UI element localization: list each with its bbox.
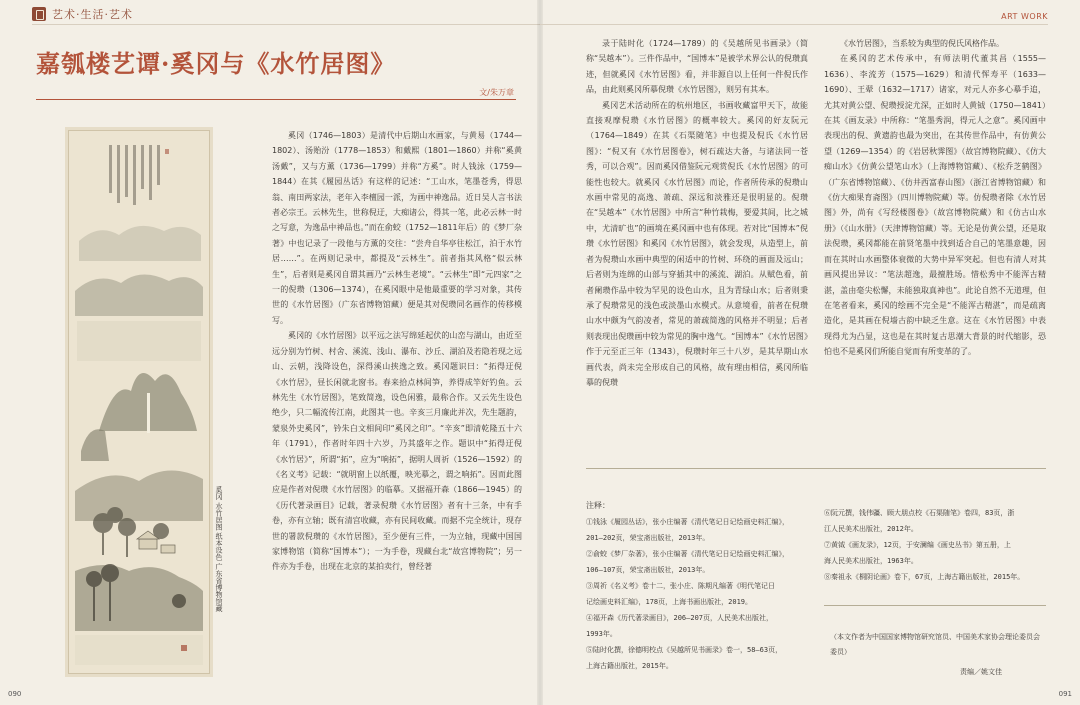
paragraph: 《水竹居图》，当系较为典型的倪氏风格作品。 [840,39,1004,48]
paragraph: 奚冈的《水竹居图》以平远之法写绵延起伏的山峦与湖山，由近至远分别为竹树、村舍、溪流、浅山、瀑布、沙丘、湖泊及若隐若现之远山、云朝，浅降设色，深得溪山挟逸之致。奚冈题识曰：“拓得迂倪《水竹居》，昼长闲就北窗书。春来拾点林间笋，养得成竿好钓鱼。云林先生《水竹居图》，笔致简逸，设色闲雅，最称合作。又云先生设色绝少，只二幅流传江南，此图其一也。辛亥三月廉此并次，先生题韵，蒙泉外史奚冈”，钤朱白文相间印“奚冈之印”。“辛亥”即清乾隆五十六年（1791），作者时年四十六岁，乃其盛年之作。题识中“拓得迂倪《水竹居》”，所谓“拓”，应为“响拓”，据明人周祈（1526—1592）的《名义考》记载：“就明窗上以纸覆，映光摹之，谓之响拓”。因而此图应是作者对倪瓒《水竹居图》的临摹。又据福开森（1866—1945）的《历代著录画目》记载，著录倪瓒《水竹居图》者有十三条，中有手卷，亦有立轴；既有清宫收藏，亦有民间收藏。而据不完全统计，现存世的署款倪瓒的《水竹居图》，至少便有三件，一为立轴，现藏中国国家博物馆（简称“国博本”）；一为手卷，现藏台北“故宫博物院”；另一件亦为手卷，出现在北京的某拍卖行，曾经著 [272,331,522,572]
paragraph: 录于陆时化（1724—1789）的《吴越所见书画录》（简称“吴越本”）。三件作品中，“国博本”是被学术界公认的倪瓒真迹，但就奚冈《水竹居图》看，并非源自以上任何一件倪氏作品，由此则奚冈所摹倪瓒《水竹居图》，则另有其本。 [586,39,808,95]
right-page [540,0,1080,705]
section-tag: ART WORK [1001,12,1048,21]
section-label: 艺术·生活·艺术 [52,8,133,21]
note-line: 记绘画史料汇编》，178页，上海书画出版社，2019。 [586,598,752,606]
page-number-left: 090 [8,690,22,698]
title-rule [36,99,516,100]
notes-column-a [586,514,808,684]
note-line: ④福开森《历代著录画目》，206—207页，人民美术出版社， [586,614,773,622]
note-line: ②俞蛟《梦厂杂著》，张小庄编著《清代笔记日记绘画史料汇编》， [586,550,789,558]
note-line: 江人民美术出版社，2012年。 [824,525,918,533]
note-line: 上海古籍出版社，2015年。 [586,662,673,670]
editor-credit: 责编／姚文佳 [960,668,1002,676]
note-line: ⑤陆时化撰，徐德明校点《吴越所见书画录》卷一，58—63页， [586,646,783,654]
body-column-3 [824,36,1046,426]
header-rule [32,24,540,25]
note-line: ⑧秦祖永《桐阴论画》卷下，67页，上海古籍出版社，2015年。 [824,573,1025,581]
landscape-painting [68,130,210,674]
notes-rule [586,468,1046,469]
article-title: 嘉瓠楼艺谭·奚冈与《水竹居图》 [36,49,396,78]
note-line: ⑥阮元撰，钱伟疆、顾大朋点校《石渠随笔》卷四，83页，浙 [824,509,1015,517]
paragraph: 在奚冈的艺术传承中，有师法明代董其昌（1555—1636）、李流芳（1575—1629）和清代恽寿平（1633—1690）、王翚（1632—1717）诸家，对元人亦多心摹手追，尤其对黄公望、倪瓒授淀尤深，正如时人黄钺（1750—1841）在其《画友录》中所称：“笔墨秀润，得元人之意”。奚冈画中表现出的倪、黄遗韵也最为突出，在其传世作品中，有仿黄公望（1269—1354）的《岩居秋霁图》（故宫博物院藏）、《仿大痴山水》《仿黄公望笔山水》（上海博物馆藏）、《松乔芝鹤图》（广东省博物馆藏）、《仿井西富春山图》（浙江省博物馆藏）和《仿大痴果育斋图》（四川博物院藏）等。仿倪瓒者除《水竹居图》外，尚有《写经楼图卷》（故宫博物院藏）和《仿古山水册》（《山水册》（天津博物馆藏）等。无论是仿黄公望，还是取法倪瓒，奚冈都能在前贤笔墨中找到适合自己的笔墨意趣，因而在其时山水画整体衰微的大势中异军突起。但也有清人对其画风提出异议：“笔法超逸，最擅胜场。惜松秀中不能浑古精湛，盖由毫尖松懈，未能独取真神也”。此论自然不无道理，但在笔者看来，奚冈的绘画不完全是“不能浑古精湛”，而是疏离造化，是其画在倪墙古韵中缺乏生意。这在《水竹居图》中表现得尤为凸显，这也是在其时复古思潮大背景的时代缩影，恐怕也不是奚冈们所能自觉而有所变革的了。 [824,54,1046,357]
note-line: ③周祈《名义考》卷十二，张小庄、陈期凡编著《明代笔记日 [586,582,775,590]
notes-rule [824,605,1046,606]
note-line: 海人民美术出版社，1963年。 [824,557,918,565]
note-line: 201—202页，荣宝斋出版社，2013年。 [586,534,710,542]
painting-caption: 奚冈 水竹居图 纸本设色 广东省博物馆藏 [215,486,223,612]
body-column-1 [272,128,522,676]
author-note: （本文作者为中国国家博物馆研究馆员、中国美术家协会理论委员会委员） [830,633,1040,656]
byline: 文/朱万章 [479,88,514,97]
header-rule [540,24,1048,25]
notes-label: 注释： [586,501,610,510]
book-logo-icon [32,7,46,21]
section-header [32,6,133,22]
page-number-right: 091 [1058,690,1072,698]
note-line: ⑦黄钺《画友录》，12页，于安澜编《画史丛书》第五册，上 [824,541,1011,549]
note-line: 1993年。 [586,630,617,638]
notes-column-b [824,505,1046,603]
note-line: 106—107页，荣宝斋出版社，2013年。 [586,566,710,574]
paragraph: 奚冈艺术活动所在的杭州地区，书画收藏富甲天下，故能直接观摩倪瓒《水竹居图》的概率较大。奚冈的好友阮元（1764—1849）在其《石渠随笔》中也提及倪氏《水竹居图》：“倪又有《水竹居图卷》，树石疏达大备，与诸法同一苍秀，可以合观”。因而奚冈借鉴阮元观赏倪氏《水竹居图》的可能性也较大。就奚冈《水竹居图》而论，作者所传承的倪瓒山水画中常见的高逸、萧疏、深远和淡雅还是很明显的。倪瓒在“吴越本”《水竹居图》中所言“种竹栽梅，要爱其间，比之城中，尤清旷也”的画境在奚冈画中也有体现。若对比“国博本”倪瓒《水竹居图》和奚冈《水竹居图》，就会发现，从造型上，前者为倪瓒山水画中典型的闲适中的竹树、环绕的画面及远山；后者则为连绵的山部与穿插其中的溪流、湖泊。从赋色看，前者阑瓒作品中较为罕见的设色山水，且为青绿山水；后者则秉承了倪瓒常见的浅色或淡墨山水模式。从意境看，前者在倪瓒山水中颇为气韵凌者，常见的萧疏简逸的风格并不明显；后者则表现出倪瓒画中较为常见的胸中逸气。“国博本”《水竹居图》作于元至正三年（1343），倪瓒时年三十八岁，是其早期山水画代表，尚未完全形成自己的风格，故有理由相信，奚冈所临摹的倪瓒 [586,100,808,387]
body-column-2 [586,36,808,456]
paragraph: 奚冈（1746—1803）是清代中后期山水画家，与黄易（1744—1802）、汤贻汾（1778—1853）和戴熙（1801—1860）并称“奚黄汤戴”，又与方薰（1736—1799）并称“方奚”。时人钱泳（1759—1844）在其《履园丛话》有这样的记述：“工山水，笔墨苍秀，得思翁、南田两家法，老年入李檀园一派，为画中神逸品。近日吴人言书法者必宗王。云林先生，世称倪迂，大痴诸公，得其一笔，此必云林一时之写意，为逸品中神品也。”而在俞蛟（1752—1811年后）的《梦厂杂著》中也记录了一段他与方薰的交往：“尝舟自华亭往松江，泊于水竹居……”。在两则记录中，都提及“云林生”。前者指其风格“似云林生”，后者则是奚冈自谓其画乃“云林生老境”。“云林生”即“元四家”之一的倪瓒（1306—1374），在奚冈眼中是他最重要的学习对象，其传世的《水竹居图》（广东省博物馆藏）便是其对倪瓒同名画作的传移模写。 [272,131,522,325]
note-line: ①钱泳《履园丛话》，张小庄编著《清代笔记日记绘画史料汇编》， [586,518,789,526]
